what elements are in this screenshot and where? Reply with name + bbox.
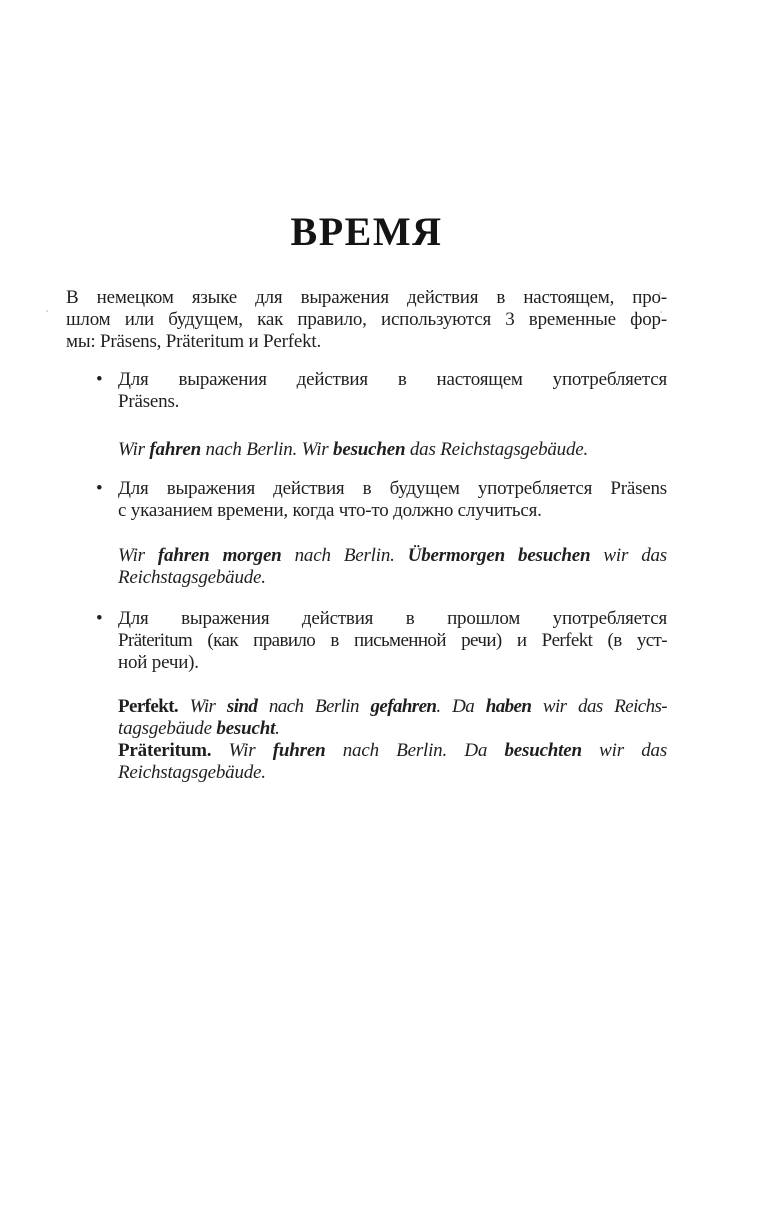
example-line (118, 439, 667, 461)
example-line (118, 718, 667, 740)
text-line: мы: Präsens, Präteritum и Perfekt. (66, 331, 322, 352)
scan-speck (46, 310, 48, 312)
example-line (118, 740, 667, 762)
text-line: Präsens. (118, 391, 180, 412)
text-segment: Wir (118, 545, 158, 566)
text-segment: Perfekt. (118, 696, 179, 717)
text-segment: das Reichstagsgebäude. (405, 439, 589, 460)
page-title: ВРЕМЯ (290, 209, 443, 254)
bullet-item-praesens-present (66, 369, 667, 413)
text-segment: nach Berlin. Da (325, 740, 505, 761)
bullet-marker: • (96, 608, 103, 629)
bullet-marker: • (96, 369, 103, 390)
bullet-text (118, 608, 667, 674)
text-segment: Übermorgen besuchen (407, 545, 591, 566)
example-line (118, 567, 667, 589)
example-sentences-past (118, 696, 667, 784)
bullet-marker: • (96, 478, 103, 499)
bullet-item-praesens-future (66, 478, 667, 522)
bullet-text (118, 478, 667, 522)
text-segment: wir das (590, 545, 667, 566)
example-sentences-future (118, 545, 667, 589)
text-segment: tagsgebäude (118, 718, 217, 739)
text-line: шлом или будущем, как правило, используются 3 временные фор- (66, 309, 667, 330)
text-segment: Wir (178, 696, 227, 717)
text-line: Präteritum (как правило в письменной речи) и Perfekt (в уст- (118, 630, 667, 651)
bullet-item-past-tenses (66, 608, 667, 674)
text-segment: Präteritum. (118, 740, 212, 761)
text-segment: gefahren (370, 696, 437, 717)
text-segment: fahren morgen (157, 545, 282, 566)
text-segment: nach Berlin. Wir (201, 439, 334, 460)
text-segment: Reichstagsgebäude. (118, 762, 266, 783)
book-page (66, 208, 667, 784)
text-segment: nach Berlin (257, 696, 371, 717)
text-segment: Wir (118, 439, 150, 460)
example-line (118, 762, 667, 784)
text-segment: fahren (149, 439, 201, 460)
text-line: с указанием времени, когда что-то должно случиться. (118, 500, 542, 521)
text-segment: . Da (436, 696, 486, 717)
intro-paragraph (66, 287, 667, 353)
text-line: Для выражения действия в прошлом употребляется (118, 608, 667, 629)
text-segment: fuhren (272, 740, 326, 761)
text-segment: wir das Reichs- (531, 696, 668, 717)
example-line (118, 696, 667, 718)
text-segment: Wir (211, 740, 273, 761)
text-segment: besuchten (504, 740, 582, 761)
example-sentences-present (118, 439, 667, 461)
example-line (118, 545, 667, 567)
text-line: Для выражения действия в настоящем употребляется (118, 369, 667, 390)
text-segment: sind (226, 696, 258, 717)
text-line: Для выражения действия в будущем употребляется Präsens (118, 478, 667, 499)
text-segment: wir das (581, 740, 668, 761)
text-segment: Reichstagsgebäude. (118, 567, 266, 588)
text-segment: . (275, 718, 280, 739)
bullet-text (118, 369, 667, 413)
text-segment: haben (485, 696, 532, 717)
text-segment: besucht (216, 718, 276, 739)
text-segment: besuchen (333, 439, 406, 460)
text-line: В немецком языке для выражения действия в настоящем, про- (66, 287, 667, 308)
text-line: ной речи). (118, 652, 199, 673)
text-segment: nach Berlin. (281, 545, 408, 566)
